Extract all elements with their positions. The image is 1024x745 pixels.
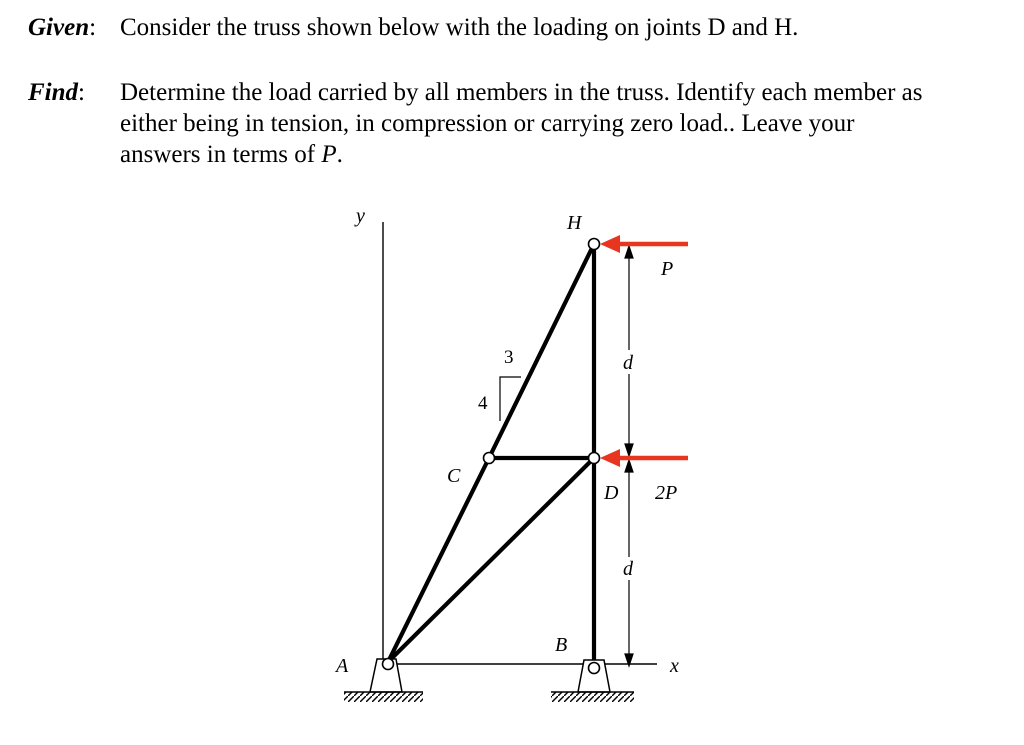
- dim-upper-arrow-bottom: [625, 444, 633, 456]
- given-text: Consider the truss shown below with the loading on joints D and H.: [120, 14, 799, 41]
- x-axis-label: x: [670, 655, 679, 677]
- joint-H-label: H: [567, 212, 582, 234]
- load-mid-label: 2P: [655, 482, 678, 504]
- joint-D-pin: [589, 453, 600, 464]
- joint-A-pin: [383, 659, 394, 670]
- dim-upper-arrow-top: [625, 246, 633, 258]
- find-line-2: either being in tension, in compression or carrying zero load.. Leave your: [120, 110, 855, 137]
- load-arrow-H: [600, 235, 688, 253]
- joint-C-pin: [484, 453, 495, 464]
- dim-lower-arrow-top: [625, 460, 633, 472]
- joint-D-label: D: [604, 482, 619, 504]
- load-top-label: P: [661, 258, 674, 280]
- dim-lower-label: d: [623, 558, 633, 580]
- slope-run-label: 3: [504, 347, 514, 368]
- slope-rise-label: 4: [478, 393, 488, 414]
- joint-B-label: B: [555, 634, 568, 656]
- member-AC: [388, 458, 489, 662]
- joint-B-pin: [589, 663, 600, 674]
- dim-upper-label: d: [623, 352, 633, 374]
- find-line-3: answers in terms of P.: [120, 141, 343, 168]
- y-axis-label: y: [356, 205, 365, 227]
- load-arrow-D: [600, 449, 688, 467]
- joint-H-pin: [589, 239, 600, 250]
- given-label: Given:: [28, 14, 97, 41]
- find-label: Find:: [28, 79, 85, 106]
- joint-C-label: C: [447, 465, 461, 487]
- find-line-1: Determine the load carried by all members in the truss. Identify each member as: [120, 79, 923, 106]
- joint-A-label: A: [336, 655, 349, 677]
- member-AD: [388, 458, 594, 662]
